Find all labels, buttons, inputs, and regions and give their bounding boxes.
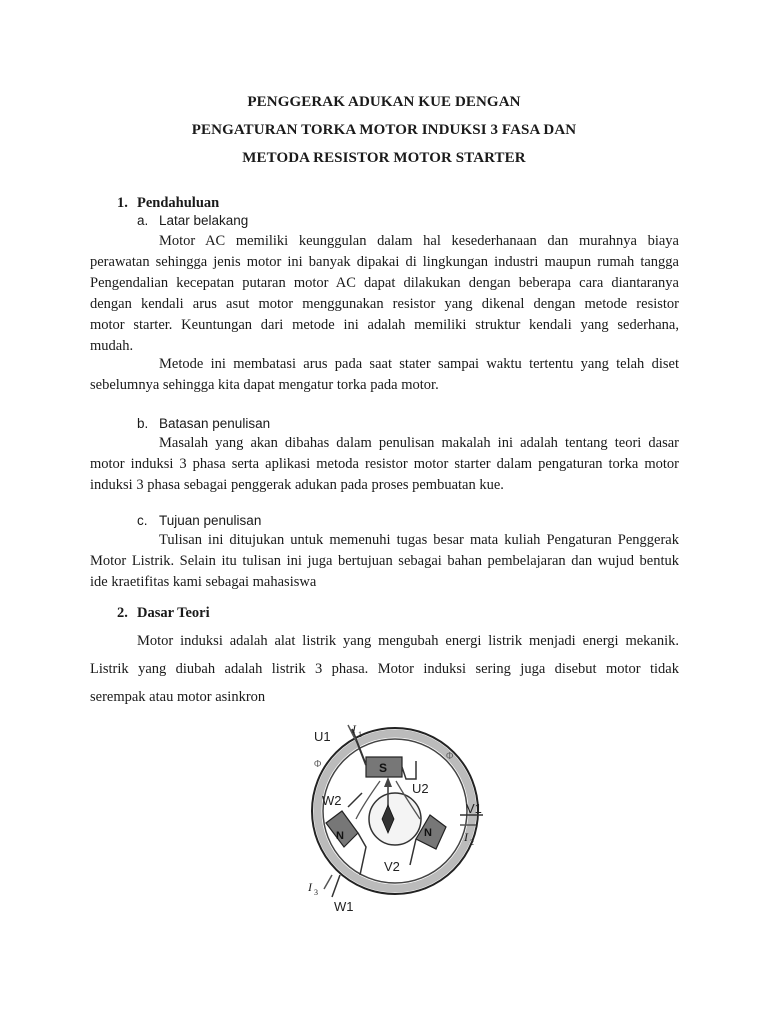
induction-motor-diagram [300,715,495,915]
label-w2: W2 [322,793,342,808]
label-pole-n-right: N [424,827,432,839]
sub-c-label: Tujuan penulisan [159,513,262,528]
label-pole-n-left: N [336,830,344,842]
sub-a-para2-line-1: Metode ini membatasi arus pada saat stater sampai waktu tertentu yang telah diset [159,356,679,372]
sub-a-para1-line-5: motor starter. Keuntungan dari metode ini adalah memiliki struktur kendali yang sederhana, [90,317,679,333]
sub-a-para1-line-3: Pengendalian kecepatan putaran motor AC dapat dilakukan dengan beberapa cara diantaranya [90,275,679,291]
label-i2: I [464,830,468,844]
label-i3: I [308,880,312,894]
title-line-1: PENGGERAK ADUKAN KUE DENGAN [247,94,521,110]
current-i3-arrow [324,875,332,889]
sub-a-para1-line-4: dengan kendali arus asut motor menggunakan resistor yang dikenal dengan metode resistor [90,296,679,312]
sub-b-para-line-1: Masalah yang akan dibahas dalam penulisan makalah ini adalah tentang teori dasar [159,435,679,451]
label-w1: W1 [334,899,354,914]
sub-a-para1-line-2: perawatan sehingga jenis motor ini banyak dipakai di lingkungan industri maupun rumah tangga [90,254,679,270]
label-phi-right: Φ [446,751,454,762]
sub-c-para-line-3: ide kraetifitas kami sebagai mahasiswa [90,574,317,590]
label-v1: V1 [466,801,482,816]
sub-b-para-line-2: motor induksi 3 phasa serta aplikasi metoda resistor motor starter dalam pengaturan torka motor [90,456,679,472]
label-phi-left: Φ [314,759,322,770]
section-2-para-line-2: Listrik yang diubah adalah listrik 3 phasa. Motor induksi sering juga disebut motor tidak [90,661,679,677]
sub-a-marker: a. [137,213,149,228]
section-1-number: 1. [117,195,128,211]
section-2-heading: Dasar Teori [137,605,210,621]
section-2-number: 2. [117,605,128,621]
sub-b-marker: b. [137,416,149,431]
title-line-2: PENGATURAN TORKA MOTOR INDUKSI 3 FASA DAN [191,122,577,138]
label-pole-s: S [379,761,388,775]
sub-c-marker: c. [137,513,148,528]
sub-a-label: Latar belakang [159,213,249,228]
section-2-para-line-3: serempak atau motor asinkron [90,689,266,705]
label-u2: U2 [412,781,429,796]
rotor [369,793,421,845]
sub-b-label: Batasan penulisan [159,416,271,431]
sub-a-para1-line-1: Motor AC memiliki keunggulan dalam hal kesederhanaan dan murahnya biaya [159,233,679,249]
label-u1: U1 [314,729,331,744]
sub-c-para-line-1: Tulisan ini ditujukan untuk memenuhi tugas besar mata kuliah Pengaturan Penggerak [159,532,679,548]
sub-a-para1-line-6: mudah. [90,338,134,354]
sub-b-para-line-3: induksi 3 phasa sebagai penggerak adukan pada proses pembuatan kue. [90,477,504,493]
section-1-heading: Pendahuluan [137,195,220,211]
section-2-para-line-1: Motor induksi adalah alat listrik yang mengubah energi listrik menjadi energi mekanik. [137,633,679,649]
label-i3-sub: 3 [314,888,318,897]
title-line-3: METODA RESISTOR MOTOR STARTER [242,150,526,166]
label-i1-sub: 1 [358,730,362,739]
label-v2: V2 [384,859,400,874]
sub-c-para-line-2: Motor Listrik. Selain itu tulisan ini juga bertujuan sebagai bahan pembelajaran dan wujud bentuk [90,553,679,569]
sub-a-para2-line-2: sebelumnya sehingga kita dapat mengatur torka pada motor. [90,377,439,393]
label-i1: I [352,722,356,736]
label-i2-sub: 2 [470,838,474,847]
